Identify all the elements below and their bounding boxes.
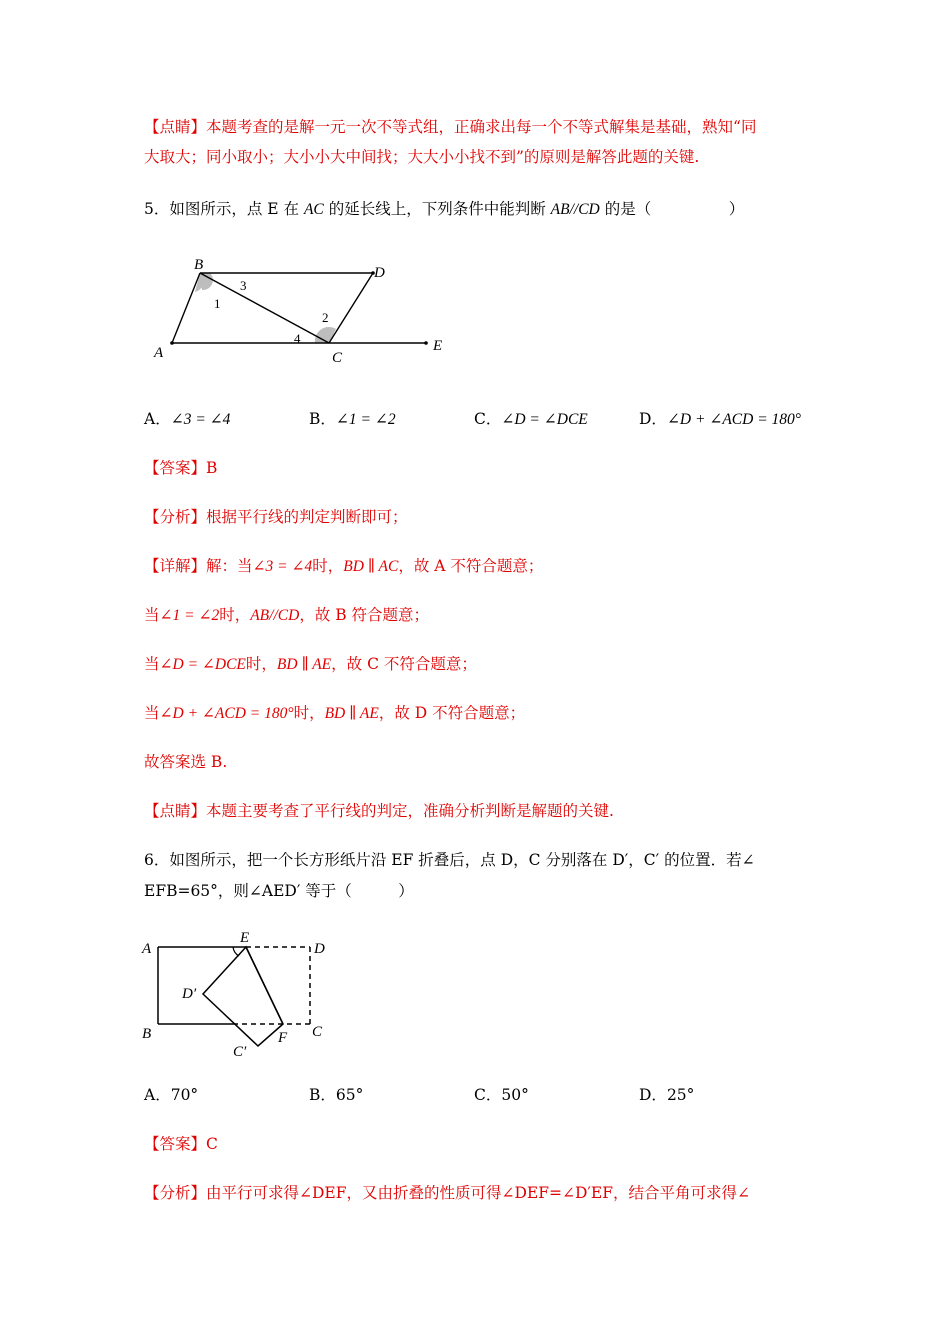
label-B: B (194, 257, 204, 273)
q6-answer: 【答案】C (144, 1135, 218, 1153)
svg-text:D′: D′ (182, 986, 197, 1002)
q5-detail-3: 当∠D = ∠DCE时，BD ∥ AE，故 C 不符合题意； (144, 655, 477, 673)
svg-text:C: C (312, 1024, 323, 1040)
q5-figure (150, 255, 450, 370)
q4-point-label: 【点睛】 (144, 118, 207, 136)
q4-point-line2: 大取大；同小取小；大小小大中间找；大大小小找不到”的原则是解答此题的关键. (144, 148, 700, 166)
q6-option-d: D．25° (639, 1086, 695, 1104)
label-D: D (374, 265, 385, 281)
label-C: C (332, 350, 343, 366)
q5-answer: 【答案】B (144, 459, 218, 477)
svg-text:F: F (278, 1030, 288, 1046)
svg-text:D: D (314, 941, 325, 957)
q5-detail-1: 【详解】解：当∠3 = ∠4时，BD ∥ AC，故 A 不符合题意； (144, 557, 544, 575)
segment-cd (329, 273, 373, 343)
svg-text:E: E (240, 930, 250, 946)
label-angle-3: 3 (240, 278, 247, 293)
label-angle-4: 4 (294, 331, 301, 346)
segment-ab (172, 273, 200, 343)
q5-option-d: D．∠D + ∠ACD = 180° (639, 410, 801, 428)
label-angle-2: 2 (322, 310, 329, 325)
svg-text:A: A (142, 941, 152, 957)
label-A: A (154, 345, 164, 361)
label-angle-1: 1 (214, 296, 221, 311)
q5-analysis: 【分析】根据平行线的判定判断即可； (144, 508, 408, 526)
label-E: E (433, 338, 443, 354)
q5-conclusion: 故答案选 B. (144, 753, 228, 771)
q5-stem: 5．如图所示，点 E 在 AC 的延长线上，下列条件中能判断 AB//CD 的是（ ） (144, 200, 745, 218)
q6-option-a: A．70° (144, 1086, 199, 1104)
q6-stem-line2: EFB=65°，则∠AED′ 等于（ ） (144, 882, 414, 900)
q5-detail-2: 当∠1 = ∠2时，AB//CD，故 B 符合题意； (144, 606, 430, 624)
q5-option-b: B．∠1 = ∠2 (309, 410, 396, 428)
svg-text:B: B (142, 1026, 152, 1042)
q6-figure (140, 928, 340, 1063)
folded-flap (203, 947, 283, 1046)
q5-option-a: A．∠3 = ∠4 (144, 410, 231, 428)
q6-stem-line1: 6．如图所示，把一个长方形纸片沿 EF 折叠后，点 D，C 分别落在 D′，C′ 的位置．若∠ (144, 851, 755, 869)
q5-point: 【点睛】本题主要考查了平行线的判定，准确分析判断是解题的关键. (144, 802, 614, 820)
q6-option-b: B．65° (309, 1086, 364, 1104)
q6-option-c: C．50° (474, 1086, 529, 1104)
q4-point-line1: 【点睛】本题考查的是解一元一次不等式组，正确求出每一个不等式解集是基础，熟知“同 (144, 118, 757, 136)
q5-detail-4: 当∠D + ∠ACD = 180°时，BD ∥ AE，故 D 不符合题意； (144, 704, 526, 722)
svg-text:C′: C′ (233, 1044, 247, 1060)
q5-option-c: C．∠D = ∠DCE (474, 410, 588, 428)
q6-analysis: 【分析】由平行可求得∠DEF，又由折叠的性质可得∠DEF=∠D′EF，结合平角可求得∠ (144, 1184, 750, 1202)
